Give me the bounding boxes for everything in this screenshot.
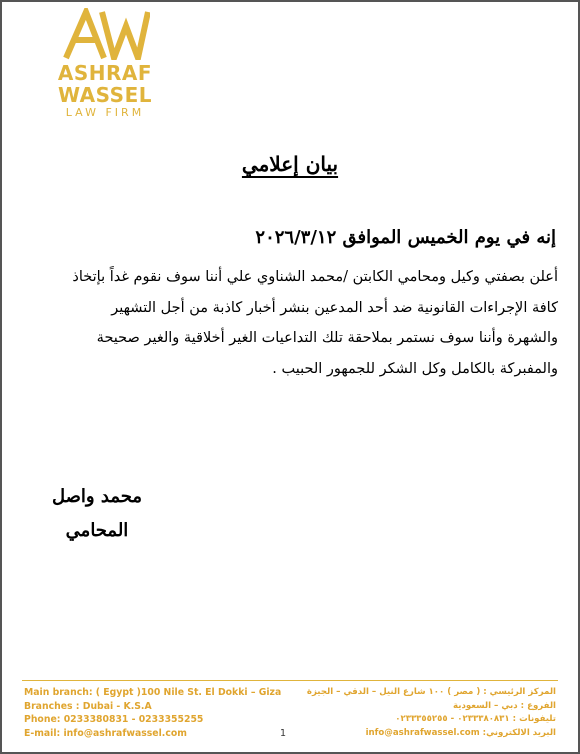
footer-phone: Phone: 0233380831 - 0233355255	[24, 714, 204, 725]
footer-english	[24, 686, 281, 740]
footer-ar-email-row	[326, 727, 556, 741]
footer-ar-main-branch: المركز الرئيسي : ( مصر ) ١٠٠ شارع النيل – الدقي – الجيزة	[306, 687, 556, 697]
statement-line: كافة الإجراءات القانونية ضد أحد المدعين بنشر أخبار كاذبة من أجل التشهير	[111, 299, 558, 316]
document-title-text: بيان إعلامي	[241, 152, 339, 176]
footer-arabic	[306, 686, 556, 740]
statement-body	[18, 262, 558, 384]
footer-email[interactable]: E-mail: info@ashrafwassel.com	[24, 727, 187, 739]
statement-line: والشهرة وأننا سوف نستمر بملاحقة تلك التداعيات الغير أخلاقية والغير صحيحة	[96, 330, 558, 346]
footer-branches: Branches : Dubai - K.S.A	[24, 700, 152, 712]
firm-logo	[10, 8, 200, 119]
signature-block	[42, 480, 152, 548]
statement-line: أعلن بصفتي وكيل ومحامي الكابتن /محمد الشناوي علي أننا سوف نقوم غداً بإتخاذ	[72, 269, 558, 285]
footer-divider	[22, 680, 558, 681]
aw-monogram-icon	[60, 8, 150, 60]
logo-firm-name: ASHRAF WASSEL	[57, 61, 153, 107]
footer-ar-email[interactable]: info@ashrafwassel.com	[365, 727, 480, 738]
footer-ar-branches: الفروع : دبي – السعودية	[453, 700, 556, 711]
signature-name: محمد واصل	[52, 486, 142, 507]
footer-ar-email-label: البريد الالكتروني:	[482, 727, 556, 738]
footer-main-branch: Main branch: ( Egypt )100 Nile St. El Dokki – Giza	[24, 687, 282, 698]
signature-title: المحامي	[65, 520, 129, 541]
statement-line: والمفبركة بالكامل وكل الشكر للجمهور الحبيب .	[272, 360, 558, 377]
document-title	[2, 152, 578, 176]
date-line: إنه في يوم الخميس الموافق ٢٠٢٦/٣/١٢	[255, 227, 556, 248]
logo-firm-subtitle: LAW FIRM	[65, 106, 145, 119]
page-number: 1	[280, 728, 287, 739]
footer-ar-phone: تليفونات : ٠٢٣٣٣٨٠٨٣١ - ٠٢٣٣٣٥٥٢٥٥	[395, 714, 556, 724]
